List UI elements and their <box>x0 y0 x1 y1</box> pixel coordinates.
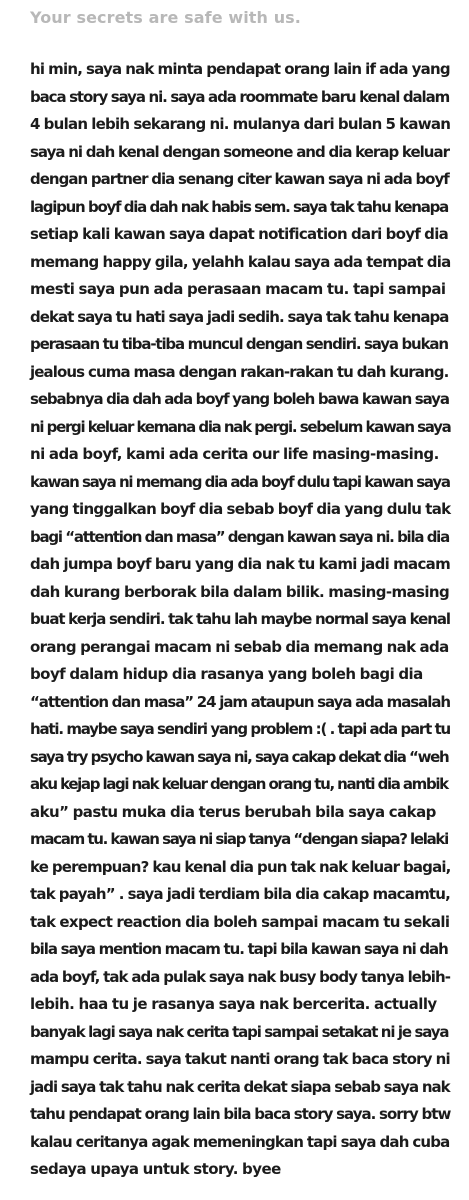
story-line: dah kurang berborak bila dalam bilik. masing-masing <box>30 582 450 601</box>
story-line: yang tinggalkan boyf dia sebab boyf dia yang dulu tak <box>30 500 451 518</box>
story-line: kalau ceritanya agak memeningkan tapi saya dah cuba <box>30 1132 450 1151</box>
story-line: buat kerja sendiri. tak tahu lah maybe normal saya kenal <box>30 610 451 628</box>
story-line: lagipun boyf dia dah nak habis sem. saya tak tahu kenapa <box>30 197 448 216</box>
story-line: tak payah” . saya jadi terdiam bila dia cakap macamtu, <box>30 885 451 903</box>
tagline: Your secrets are safe with us. <box>30 8 301 27</box>
story-line: banyak lagi saya nak cerita tapi sampai setakat ni je saya <box>30 1022 449 1041</box>
story-line: mesti saya pun ada perasaan macam tu. tapi sampai <box>30 280 446 298</box>
story-line: saya ni dah kenal dengan someone and dia kerap keluar <box>30 142 449 161</box>
story-line: dengan partner dia senang citer kawan saya ni ada boyf <box>30 170 449 188</box>
story-text <box>30 56 450 1184</box>
story-line: bagi “attention dan masa” dengan kawan saya ni. bila dia <box>30 527 449 546</box>
story-line: macam tu. kawan saya ni siap tanya “dengan siapa? lelaki <box>30 830 448 848</box>
story-line: kawan saya ni memang dia ada boyf dulu tapi kawan saya <box>30 472 450 491</box>
story-line: sebabnya dia dah ada boyf yang boleh bawa kawan saya <box>30 390 449 408</box>
story-line: dekat saya tu hati saya jadi sedih. saya tak tahu kenapa <box>30 307 449 326</box>
story-line: boyf dalam hidup dia rasanya yang boleh bagi dia <box>30 665 423 683</box>
story-line: aku” pastu muka dia terus berubah bila saya cakap <box>30 802 436 821</box>
story-line: baca story saya ni. saya ada roommate baru kenal dalam <box>30 87 450 106</box>
story-line: tahu pendapat orang lain bila baca story saya. sorry btw <box>30 1105 451 1123</box>
story-line: “attention dan masa” 24 jam ataupun saya ada masalah <box>30 692 451 711</box>
story-line: tak expect reaction dia boleh sampai macam tu sekali <box>30 912 450 931</box>
story-line: hati. maybe saya sendiri yang problem :( . tapi ada part tu <box>30 720 451 738</box>
story-line: ni ada boyf, kami ada cerita our life masing-masing. <box>30 445 439 463</box>
story-line: memang happy gila, yelahh kalau saya ada tempat dia <box>30 252 451 271</box>
story-line: 4 bulan lebih sekarang ni. mulanya dari bulan 5 kawan <box>30 115 451 133</box>
story-line: saya try psycho kawan saya ni, saya cakap dekat dia “weh <box>30 747 449 766</box>
story-line: jadi saya tak tahu nak cerita dekat siapa sebab saya nak <box>30 1077 450 1096</box>
story-line: sedaya upaya untuk story. byee <box>30 1160 281 1178</box>
story-line: jealous cuma masa dengan rakan-rakan tu dah kurang. <box>30 362 449 381</box>
story-line: bila saya mention macam tu. tapi bila kawan saya ni dah <box>30 940 448 958</box>
story-line: lebih. haa tu je rasanya saya nak bercerita. actually <box>30 995 437 1013</box>
story-line: ni pergi keluar kemana dia nak pergi. sebelum kawan saya <box>30 417 451 436</box>
story-line: ke perempuan? kau kenal dia pun tak nak keluar bagai, <box>30 857 451 876</box>
story-line: dah jumpa boyf baru yang dia nak tu kami jadi macam <box>30 555 451 573</box>
story-line: hi min, saya nak minta pendapat orang lain if ada yang <box>30 60 450 78</box>
story-line: perasaan tu tiba-tiba muncul dengan sendiri. saya bukan <box>30 335 448 353</box>
story-line: orang perangai macam ni sebab dia memang nak ada <box>30 637 449 656</box>
story-line: ada boyf, tak ada pulak saya nak busy body tanya lebih- <box>30 967 450 986</box>
story-line: aku kejap lagi nak keluar dengan orang tu, nanti dia ambik <box>30 775 448 793</box>
story-line: setiap kali kawan saya dapat notification dari boyf dia <box>30 225 449 243</box>
story-line: mampu cerita. saya takut nanti orang tak baca story ni <box>30 1050 450 1068</box>
